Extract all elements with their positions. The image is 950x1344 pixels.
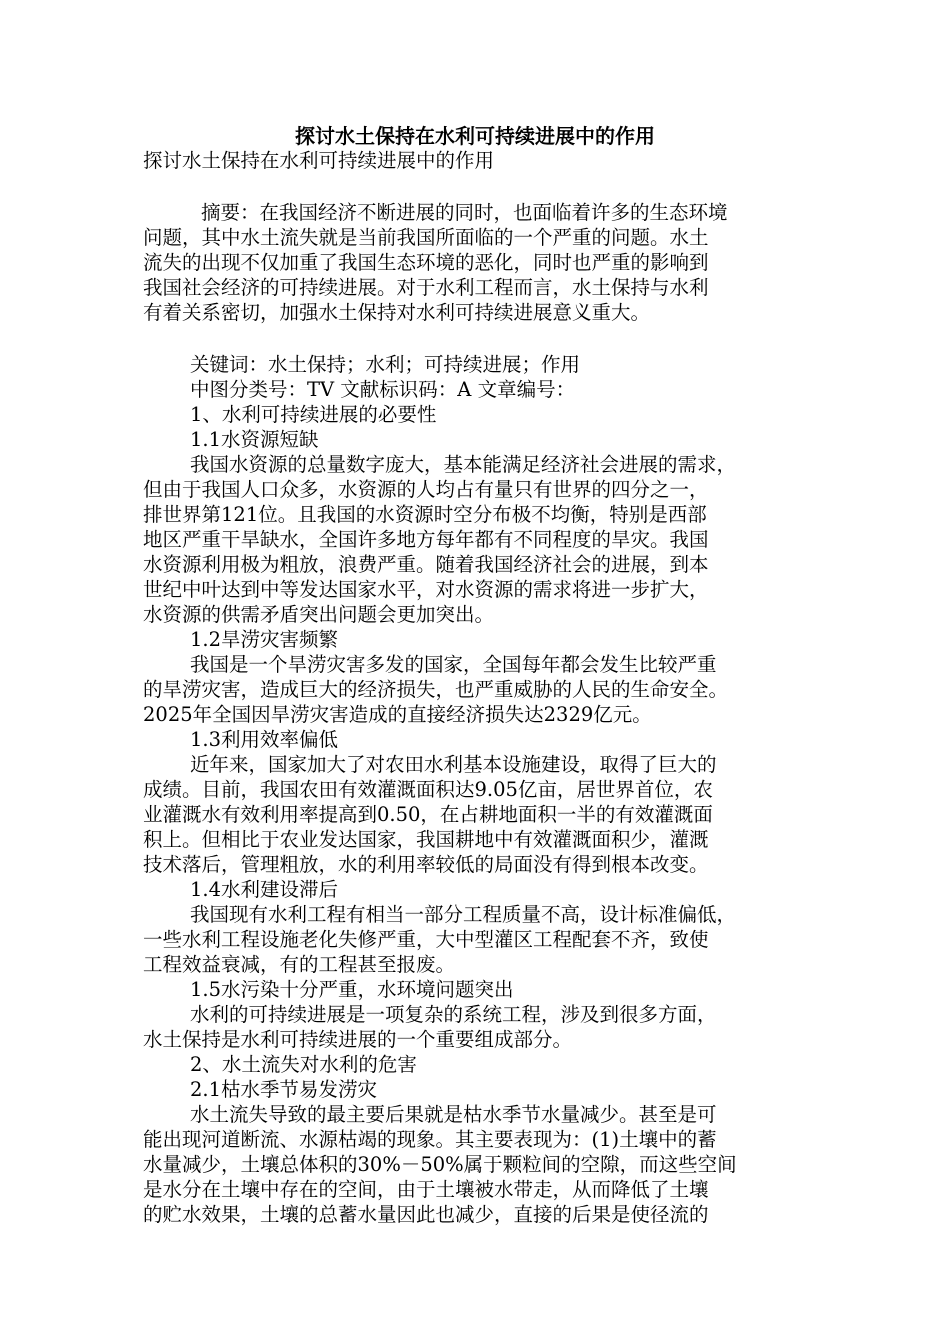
abstract-line: 摘要：在我国经济不断进展的同时，也面临着许多的生态环境 [201, 201, 728, 224]
spacer [143, 325, 809, 352]
paragraph-line: 2025年全国因旱涝灾害造成的直接经济损失达2329亿元。 [143, 703, 652, 726]
classification-line: 中图分类号：TV 文献标识码：A 文章编号： [190, 378, 576, 401]
document-title: 探讨水土保持在水利可持续进展中的作用 [295, 124, 655, 148]
section-heading: 2、水土流失对水利的危害 [190, 1053, 417, 1076]
paragraph-line: 近年来，国家加大了对农田水利基本设施建设，取得了巨大的 [190, 753, 717, 776]
paragraph-line: 能出现河道断流、水源枯竭的现象。其主要表现为：(1)土壤中的蓄 [143, 1128, 717, 1151]
subsection-heading: 1.5水污染十分严重，水环境问题突出 [190, 978, 514, 1001]
abstract-line: 流失的出现不仅加重了我国生态环境的恶化，同时也严重的影响到 [143, 251, 709, 274]
section-heading: 1、水利可持续进展的必要性 [190, 403, 437, 426]
paragraph-line: 排世界第121位。且我国的水资源时空分布极不均衡，特别是西部 [143, 503, 707, 526]
document-subtitle: 探讨水土保持在水利可持续进展中的作用 [143, 149, 495, 172]
paragraph-line: 水量减少，土壤总体积的30%－50%属于颗粒间的空隙，而这些空间 [143, 1153, 737, 1176]
abstract-line: 有着关系密切，加强水土保持对水利可持续进展意义重大。 [143, 301, 651, 324]
paragraph-line: 的贮水效果，土壤的总蓄水量因此也减少，直接的后果是使径流的 [143, 1203, 709, 1226]
spacer [143, 173, 809, 200]
document-body [143, 148, 809, 1227]
paragraph-line: 积上。但相比于农业发达国家，我国耕地中有效灌溉面积少，灌溉 [143, 828, 709, 851]
paragraph-line: 我国现有水利工程有相当一部分工程质量不高，设计标准偏低， [190, 903, 737, 926]
paragraph-line: 世纪中叶达到中等发达国家水平，对水资源的需求将进一步扩大， [143, 578, 709, 601]
abstract-line: 问题，其中水土流失就是当前我国所面临的一个严重的问题。水土 [143, 226, 709, 249]
subsection-heading: 2.1枯水季节易发涝灾 [190, 1078, 378, 1101]
paragraph-line: 技术落后，管理粗放，水的利用率较低的局面没有得到根本改变。 [143, 853, 709, 876]
paragraph-line: 水资源的供需矛盾突出问题会更加突出。 [143, 603, 495, 626]
paragraph-line: 我国水资源的总量数字庞大，基本能满足经济社会进展的需求， [190, 453, 737, 476]
paragraph-line: 的旱涝灾害，造成巨大的经济损失，也严重威胁的人民的生命安全。 [143, 678, 729, 701]
paragraph-line: 业灌溉水有效利用率提高到0.50，在占耕地面积一半的有效灌溉面 [143, 803, 713, 826]
paragraph-line: 地区严重干旱缺水，全国许多地方每年都有不同程度的旱灾。我国 [143, 528, 709, 551]
subsection-heading: 1.3利用效率偏低 [190, 728, 339, 751]
paragraph-line: 是水分在土壤中存在的空间，由于土壤被水带走，从而降低了土壤 [143, 1178, 709, 1201]
paragraph-line: 工程效益衰减，有的工程甚至报废。 [143, 953, 456, 976]
paragraph-line: 成绩。目前，我国农田有效灌溉面积达9.05亿亩，居世界首位，农 [143, 778, 713, 801]
paragraph-line: 一些水利工程设施老化失修严重，大中型灌区工程配套不齐，致使 [143, 928, 709, 951]
paragraph-line: 我国是一个旱涝灾害多发的国家，全国每年都会发生比较严重 [190, 653, 717, 676]
subsection-heading: 1.4水利建设滞后 [190, 878, 339, 901]
paragraph-line: 水利的可持续进展是一项复杂的系统工程，涉及到很多方面， [190, 1003, 717, 1026]
paragraph-line: 水资源利用极为粗放，浪费严重。随着我国经济社会的进展，到本 [143, 553, 709, 576]
abstract-line: 我国社会经济的可持续进展。对于水利工程而言，水土保持与水利 [143, 276, 709, 299]
subsection-heading: 1.2旱涝灾害频繁 [190, 628, 339, 651]
paragraph-line: 水土流失导致的最主要后果就是枯水季节水量减少。甚至是可 [190, 1103, 717, 1126]
paragraph-line: 但由于我国人口众多，水资源的人均占有量只有世界的四分之一， [143, 478, 709, 501]
keywords-line: 关键词：水土保持；水利；可持续进展；作用 [190, 353, 581, 376]
subsection-heading: 1.1水资源短缺 [190, 428, 319, 451]
paragraph-line: 水土保持是水利可持续进展的一个重要组成部分。 [143, 1028, 573, 1051]
